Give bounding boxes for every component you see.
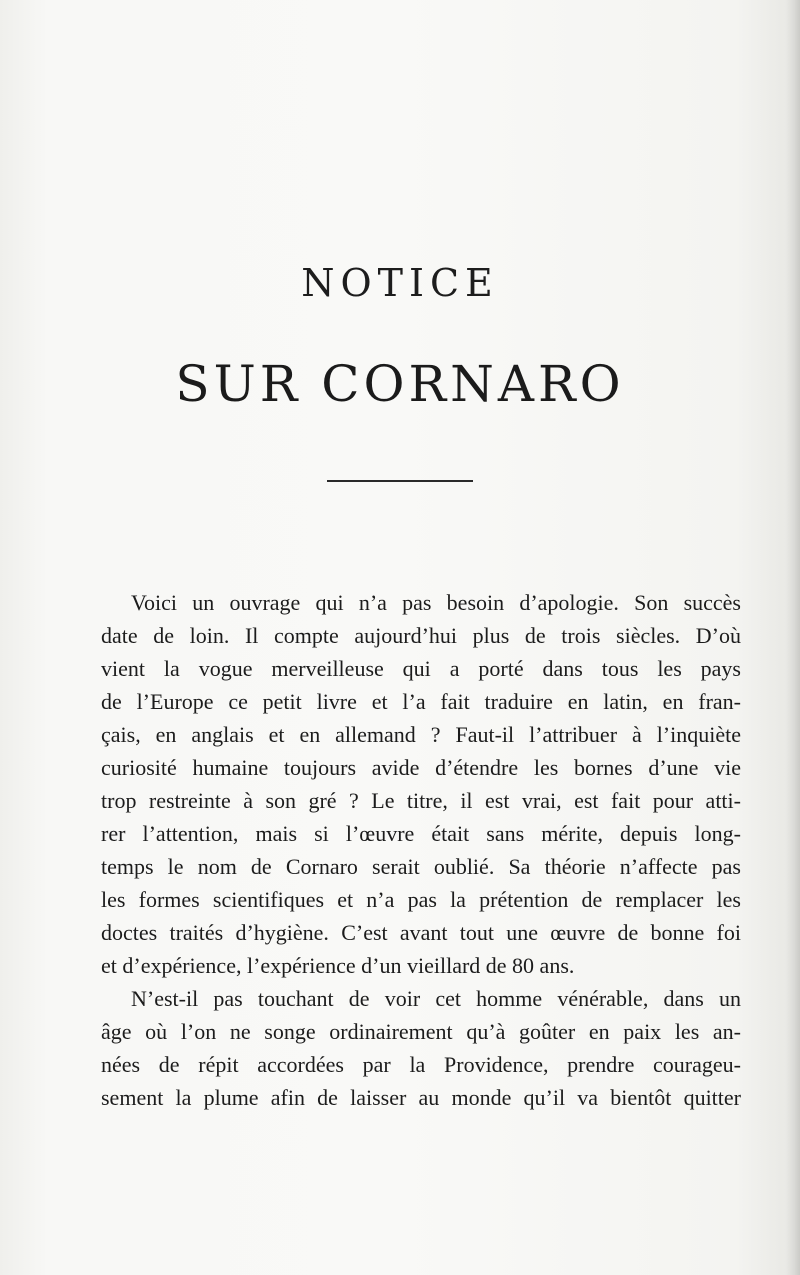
text-line: N’est-il pas touchant de voir cet homme vénérable, dans un — [131, 986, 741, 1011]
title-rule-divider — [327, 480, 473, 482]
page-edge-shadow — [786, 0, 800, 1275]
text-line: rer l’attention, mais si l’œuvre était sans mérite, depuis long- — [101, 821, 741, 846]
text-line: curiosité humaine toujours avide d’étendre les bornes d’une vie — [101, 755, 741, 780]
text-line: vient la vogue merveilleuse qui a porté dans tous les pays — [101, 656, 741, 681]
text-line: Voici un ouvrage qui n’a pas besoin d’apologie. Son succès — [131, 590, 741, 615]
text-line: de l’Europe ce petit livre et l’a fait traduire en latin, en fran- — [101, 689, 741, 714]
text-line: nées de répit accordées par la Providence, prendre courageu- — [101, 1052, 741, 1077]
text-line: doctes traités d’hygiène. C’est avant tout une œuvre de bonne foi — [101, 920, 741, 945]
text-line: çais, en anglais et en allemand ? Faut-il l’attribuer à l’inquiète — [101, 722, 741, 747]
title-sur-cornaro: SUR CORNARO — [175, 355, 625, 413]
text-line: sement la plume afin de laisser au monde qu’il va bientôt quitter — [101, 1085, 741, 1110]
title-notice: NOTICE — [301, 261, 499, 305]
text-line: temps le nom de Cornaro serait oublié. Sa théorie n’affecte pas — [101, 854, 741, 879]
text-line: les formes scientifiques et n’a pas la prétention de remplacer les — [101, 887, 741, 912]
text-line: trop restreinte à son gré ? Le titre, il est vrai, est fait pour atti- — [101, 788, 741, 813]
text-line: date de loin. Il compte aujourd’hui plus de trois siècles. D’où — [101, 623, 741, 648]
text-line: et d’expérience, l’expérience d’un vieillard de 80 ans. — [101, 953, 575, 978]
text-line: âge où l’on ne songe ordinairement qu’à goûter en paix les an- — [101, 1019, 741, 1044]
